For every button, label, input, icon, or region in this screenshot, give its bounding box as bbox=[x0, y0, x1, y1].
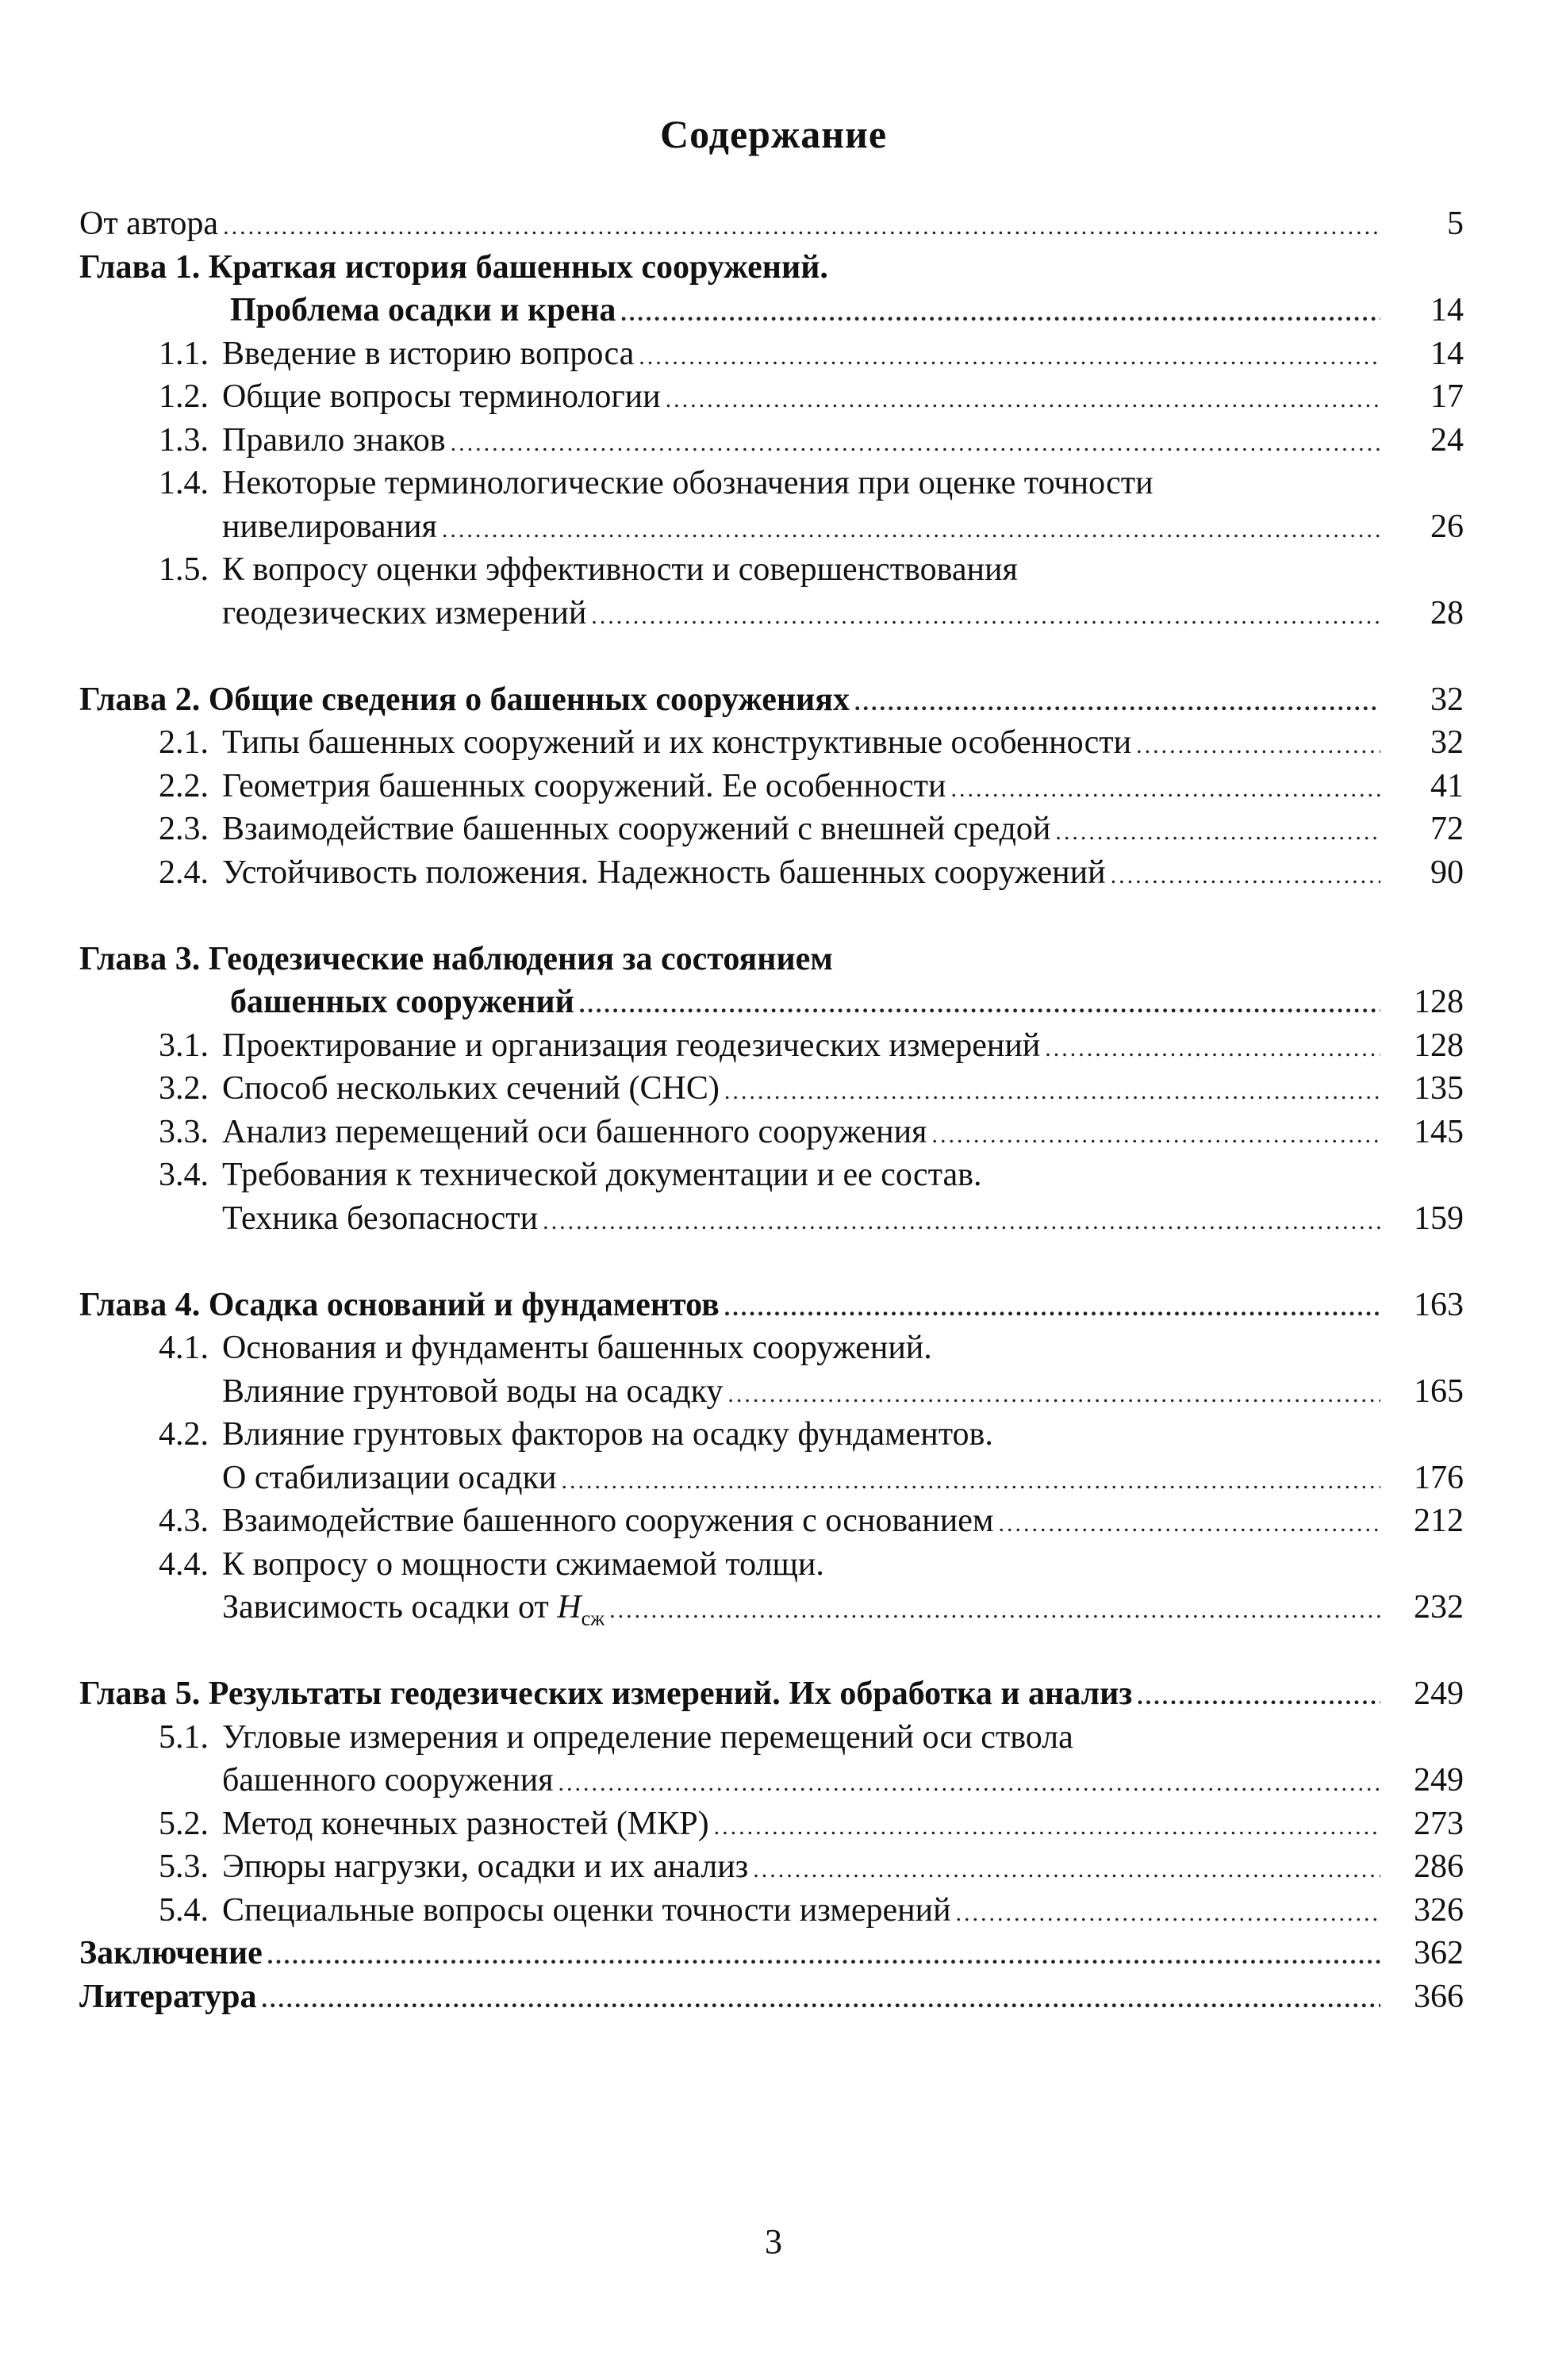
toc-entry-1-5[interactable] bbox=[79, 548, 1464, 592]
dot-leader bbox=[609, 1589, 1380, 1633]
entry-title-cont: Техника безопасности bbox=[222, 1200, 539, 1237]
toc-entry-3-4[interactable] bbox=[79, 1154, 1464, 1197]
dot-leader bbox=[931, 1114, 1380, 1157]
toc-entry-3-3[interactable] bbox=[79, 1111, 1464, 1154]
toc-entry-3-4-cont[interactable] bbox=[79, 1197, 1464, 1241]
entry-page: 212 bbox=[1414, 1503, 1464, 1539]
entry-page: 249 bbox=[1414, 1676, 1464, 1712]
dot-leader bbox=[1055, 811, 1380, 854]
entry-title: Анализ перемещений оси башенного сооружения bbox=[222, 1113, 927, 1150]
dot-leader bbox=[753, 1848, 1380, 1892]
dot-leader bbox=[442, 509, 1380, 552]
toc-entry-4-4-cont[interactable] bbox=[79, 1586, 1464, 1630]
toc-chapter-4-heading[interactable] bbox=[79, 1284, 1464, 1327]
entry-page: 159 bbox=[1414, 1200, 1464, 1237]
entry-page: 232 bbox=[1414, 1589, 1464, 1626]
dot-leader bbox=[579, 984, 1380, 1027]
dot-leader bbox=[998, 1503, 1380, 1546]
chapter-title: Осадка оснований и фундаментов bbox=[208, 1286, 720, 1323]
entry-title: Литература bbox=[79, 1978, 257, 2015]
toc-entry-5-4[interactable] bbox=[79, 1889, 1464, 1933]
entry-title: Способ нескольких сечений (СНС) bbox=[222, 1070, 720, 1107]
entry-title: Устойчивость положения. Надежность башенных сооружений bbox=[222, 854, 1106, 891]
dot-leader bbox=[724, 1287, 1380, 1330]
entry-page: 24 bbox=[1430, 421, 1464, 459]
dot-leader bbox=[714, 1806, 1380, 1849]
entry-page: 128 bbox=[1414, 1027, 1464, 1064]
entry-page: 26 bbox=[1430, 508, 1464, 545]
section-number: 5.4. bbox=[159, 1891, 209, 1929]
dot-leader bbox=[639, 336, 1380, 379]
dot-leader bbox=[666, 378, 1380, 422]
entry-title: Требования к технической документации и ее состав. bbox=[222, 1157, 982, 1193]
page-title: Содержание bbox=[659, 112, 888, 156]
section-number: 2.4. bbox=[159, 854, 209, 891]
section-number: 2.3. bbox=[159, 811, 209, 847]
toc-chapter-3-cont[interactable] bbox=[79, 981, 1464, 1024]
chapter-label: Глава 1. bbox=[79, 248, 201, 286]
toc-entry-4-2[interactable] bbox=[79, 1413, 1464, 1457]
entry-title: Метод конечных разностей (МКР) bbox=[222, 1805, 709, 1842]
entry-page: 165 bbox=[1414, 1372, 1464, 1410]
chapter-label: Глава 2. bbox=[79, 681, 201, 718]
dot-leader bbox=[1137, 1676, 1380, 1719]
entry-title-cont: нивелирования bbox=[222, 508, 437, 545]
entry-page: 14 bbox=[1430, 335, 1464, 372]
section-number: 4.4. bbox=[159, 1545, 209, 1583]
entry-page: 14 bbox=[1430, 292, 1464, 328]
section-number: 3.4. bbox=[159, 1157, 209, 1193]
dot-leader bbox=[591, 595, 1380, 639]
dot-leader bbox=[724, 1070, 1380, 1114]
entry-title: От автора bbox=[79, 205, 219, 242]
toc-entry-1-3[interactable] bbox=[79, 419, 1464, 463]
entry-title-cont: О стабилизации осадки bbox=[222, 1459, 557, 1496]
dot-leader bbox=[950, 768, 1380, 812]
dot-leader bbox=[559, 1762, 1380, 1806]
toc-entry-1-4[interactable] bbox=[79, 462, 1464, 505]
toc-chapter-1-heading[interactable] bbox=[79, 246, 1464, 290]
toc-entry-5-3[interactable] bbox=[79, 1845, 1464, 1889]
toc-entry-2-3[interactable] bbox=[79, 808, 1464, 851]
dot-leader bbox=[727, 1373, 1380, 1417]
entry-title: Правило знаков bbox=[222, 421, 446, 459]
toc-entry-4-1[interactable] bbox=[79, 1326, 1464, 1370]
dot-leader bbox=[1111, 854, 1380, 898]
toc-entry-3-1[interactable] bbox=[79, 1024, 1464, 1068]
entry-title: К вопросу о мощности сжимаемой толщи. bbox=[222, 1545, 824, 1583]
entry-page: 366 bbox=[1414, 1978, 1464, 2015]
entry-title: Заключение bbox=[79, 1935, 263, 1971]
toc-entry-2-1[interactable] bbox=[79, 721, 1464, 765]
section-number: 3.3. bbox=[159, 1113, 209, 1150]
entry-page: 28 bbox=[1430, 594, 1464, 631]
section-number: 1.3. bbox=[159, 421, 209, 459]
entry-page: 128 bbox=[1414, 984, 1464, 1020]
entry-title: Типы башенных сооружений и их конструктивные особенности bbox=[222, 724, 1132, 761]
section-number: 1.4. bbox=[159, 465, 209, 501]
entry-title: Специальные вопросы оценки точности измерений bbox=[222, 1891, 951, 1929]
entry-title: Взаимодействие башенного сооружения с основанием bbox=[222, 1503, 994, 1539]
dot-leader bbox=[261, 1979, 1380, 2022]
chapter-title-cont: Проблема осадки и крена bbox=[230, 292, 616, 328]
toc-entry-2-2[interactable] bbox=[79, 765, 1464, 808]
toc-entry-literature[interactable] bbox=[79, 1975, 1464, 2019]
entry-page: 145 bbox=[1414, 1113, 1464, 1150]
entry-title: Проектирование и организация геодезических измерений bbox=[222, 1027, 1041, 1064]
toc-entry-4-3[interactable] bbox=[79, 1499, 1464, 1543]
toc-entry-1-4-cont[interactable] bbox=[79, 505, 1464, 549]
section-number: 4.3. bbox=[159, 1503, 209, 1539]
entry-page: 176 bbox=[1414, 1459, 1464, 1496]
table-of-contents bbox=[79, 202, 1464, 2018]
toc-entry-5-1-cont[interactable] bbox=[79, 1759, 1464, 1802]
dot-leader bbox=[267, 1935, 1380, 1979]
entry-title: Общие вопросы терминологии bbox=[222, 378, 661, 415]
section-number: 1.5. bbox=[159, 551, 209, 588]
formula-subscript: сж bbox=[581, 1606, 605, 1630]
chapter-label: Глава 5. bbox=[79, 1676, 201, 1712]
entry-page: 32 bbox=[1430, 681, 1464, 718]
entry-title-cont: Зависимость осадки от bbox=[222, 1589, 549, 1626]
entry-title: Введение в историю вопроса bbox=[222, 335, 635, 372]
dot-leader bbox=[223, 205, 1380, 249]
entry-title: Основания и фундаменты башенных сооружений. bbox=[222, 1330, 932, 1366]
section-number: 2.2. bbox=[159, 767, 209, 804]
dot-leader bbox=[451, 422, 1380, 466]
section-number: 1.2. bbox=[159, 378, 209, 415]
toc-chapter-1-cont[interactable] bbox=[79, 289, 1464, 332]
toc-entry-1-1[interactable] bbox=[79, 332, 1464, 376]
entry-title: К вопросу оценки эффективности и совершенствования bbox=[222, 551, 1018, 588]
chapter-title-cont: башенных сооружений bbox=[230, 984, 574, 1020]
dot-leader bbox=[1045, 1027, 1380, 1071]
section-number: 5.1. bbox=[159, 1718, 209, 1756]
dot-leader bbox=[1136, 724, 1380, 768]
toc-entry-conclusion[interactable] bbox=[79, 1932, 1464, 1975]
entry-page: 326 bbox=[1414, 1891, 1464, 1929]
entry-title: Угловые измерения и определение перемещений оси ствола bbox=[222, 1718, 1073, 1756]
toc-entry-1-5-cont[interactable] bbox=[79, 592, 1464, 635]
toc-entry-4-4[interactable] bbox=[79, 1543, 1464, 1587]
dot-leader bbox=[956, 1892, 1380, 1936]
toc-entry-2-4[interactable] bbox=[79, 851, 1464, 895]
toc-entry-5-1[interactable] bbox=[79, 1716, 1464, 1760]
dot-leader bbox=[620, 292, 1380, 336]
page-number: 3 bbox=[765, 2222, 782, 2261]
section-number: 3.2. bbox=[159, 1070, 209, 1107]
toc-entry-4-2-cont[interactable] bbox=[79, 1457, 1464, 1500]
entry-page: 362 bbox=[1414, 1935, 1464, 1971]
toc-entry-4-1-cont[interactable] bbox=[79, 1370, 1464, 1414]
toc-entry-author[interactable] bbox=[79, 202, 1464, 246]
dot-leader bbox=[854, 681, 1380, 725]
chapter-label: Глава 4. bbox=[79, 1286, 201, 1323]
entry-title-cont: Влияние грунтовой воды на осадку bbox=[222, 1372, 724, 1410]
section-number: 5.3. bbox=[159, 1848, 209, 1885]
chapter-title: Результаты геодезических измерений. Их обработка и анализ bbox=[208, 1676, 1133, 1712]
entry-page: 273 bbox=[1414, 1805, 1464, 1842]
entry-page: 90 bbox=[1430, 854, 1464, 891]
entry-title: Некоторые терминологические обозначения при оценке точности bbox=[222, 465, 1154, 501]
dot-leader bbox=[562, 1460, 1380, 1503]
entry-page: 72 bbox=[1430, 811, 1464, 847]
section-number: 4.2. bbox=[159, 1416, 209, 1453]
entry-page: 249 bbox=[1414, 1762, 1464, 1798]
entry-title: Влияние грунтовых факторов на осадку фундаментов. bbox=[222, 1416, 993, 1453]
entry-page: 17 bbox=[1430, 378, 1464, 415]
chapter-label: Глава 3. bbox=[79, 940, 201, 977]
toc-entry-3-2[interactable] bbox=[79, 1067, 1464, 1111]
entry-title-cont: башенного сооружения bbox=[222, 1762, 554, 1798]
section-number: 1.1. bbox=[159, 335, 209, 372]
section-number: 5.2. bbox=[159, 1805, 209, 1842]
toc-chapter-3-heading[interactable] bbox=[79, 938, 1464, 981]
chapter-title: Краткая история башенных сооружений. bbox=[208, 248, 828, 286]
chapter-title: Общие сведения о башенных сооружениях bbox=[208, 681, 850, 718]
entry-title: Взаимодействие башенных сооружений с внешней средой bbox=[222, 811, 1051, 847]
entry-title: Эпюры нагрузки, осадки и их анализ bbox=[222, 1848, 749, 1885]
entry-page: 163 bbox=[1414, 1286, 1464, 1323]
section-number: 3.1. bbox=[159, 1027, 209, 1064]
toc-entry-1-2[interactable] bbox=[79, 375, 1464, 419]
entry-page: 32 bbox=[1430, 724, 1464, 761]
section-number: 4.1. bbox=[159, 1330, 209, 1366]
section-number: 2.1. bbox=[159, 724, 209, 761]
entry-title-cont: геодезических измерений bbox=[222, 594, 587, 631]
toc-entry-5-2[interactable] bbox=[79, 1802, 1464, 1846]
entry-page: 135 bbox=[1414, 1070, 1464, 1107]
chapter-title: Геодезические наблюдения за состоянием bbox=[208, 940, 833, 977]
entry-page: 41 bbox=[1430, 767, 1464, 804]
toc-chapter-5-heading[interactable] bbox=[79, 1672, 1464, 1716]
entry-title: Геометрия башенных сооружений. Ее особенности bbox=[222, 767, 946, 804]
entry-page: 286 bbox=[1414, 1848, 1464, 1885]
toc-chapter-2-heading[interactable] bbox=[79, 678, 1464, 722]
dot-leader bbox=[543, 1200, 1380, 1244]
formula-symbol: H bbox=[557, 1589, 582, 1626]
entry-page: 5 bbox=[1447, 205, 1464, 242]
